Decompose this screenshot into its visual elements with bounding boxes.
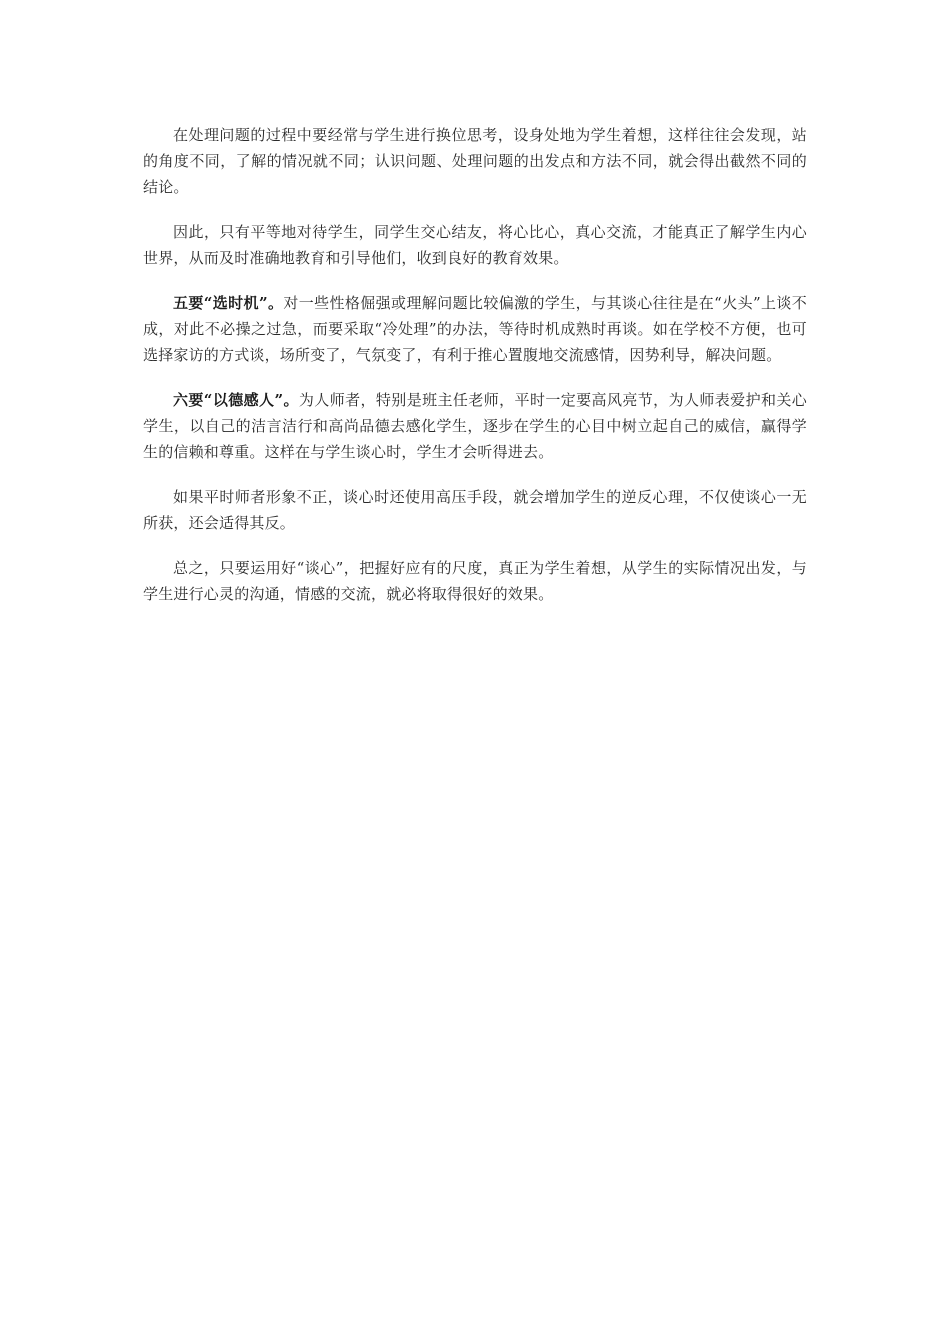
paragraph-text: 在处理问题的过程中要经常与学生进行换位思考，设身处地为学生着想，这样往往会发现，站的角度不同，了解的情况就不同；认识问题、处理问题的出发点和方法不同，就会得出截然不同的结论。 (143, 126, 807, 196)
paragraph-text: 如果平时师者形象不正，谈心时还使用高压手段，就会增加学生的逆反心理，不仅使谈心一无所获，还会适得其反。 (143, 488, 807, 532)
paragraph-perspective-taking (143, 122, 807, 200)
paragraph-lead: 五要“选时机”。 (173, 294, 284, 312)
paragraph-lead: 六要“以德感人”。 (173, 391, 299, 409)
paragraph-moral-influence (143, 387, 807, 465)
paragraph-text: 对一些性格倔强或理解问题比较偏激的学生，与其谈心往往是在“火头”上谈不成，对此不必操之过急，而要采取“冷处理”的办法，等待时机成熟时再谈。如在学校不方便，也可选择家访的方式谈，场所变了，气氛变了，有利于推心置腹地交流感情，因势利导，解决问题。 (143, 294, 807, 364)
paragraph-choose-timing (143, 290, 807, 368)
paragraph-text: 因此，只有平等地对待学生，同学生交心结友，将心比心，真心交流，才能真正了解学生内心世界，从而及时准确地教育和引导他们，收到良好的教育效果。 (143, 223, 807, 267)
paragraph-conclusion (143, 555, 807, 607)
paragraph-improper-image (143, 484, 807, 536)
paragraph-equal-treatment (143, 219, 807, 271)
paragraph-text: 为人师者，特别是班主任老师，平时一定要高风亮节，为人师表爱护和关心学生，以自己的洁言洁行和高尚品德去感化学生，逐步在学生的心目中树立起自己的威信，赢得学生的信赖和尊重。这样在与学生谈心时，学生才会听得进去。 (143, 391, 807, 461)
document-body (143, 122, 807, 626)
paragraph-text: 总之，只要运用好“谈心”，把握好应有的尺度，真正为学生着想，从学生的实际情况出发，与学生进行心灵的沟通，情感的交流，就必将取得很好的效果。 (143, 559, 807, 603)
